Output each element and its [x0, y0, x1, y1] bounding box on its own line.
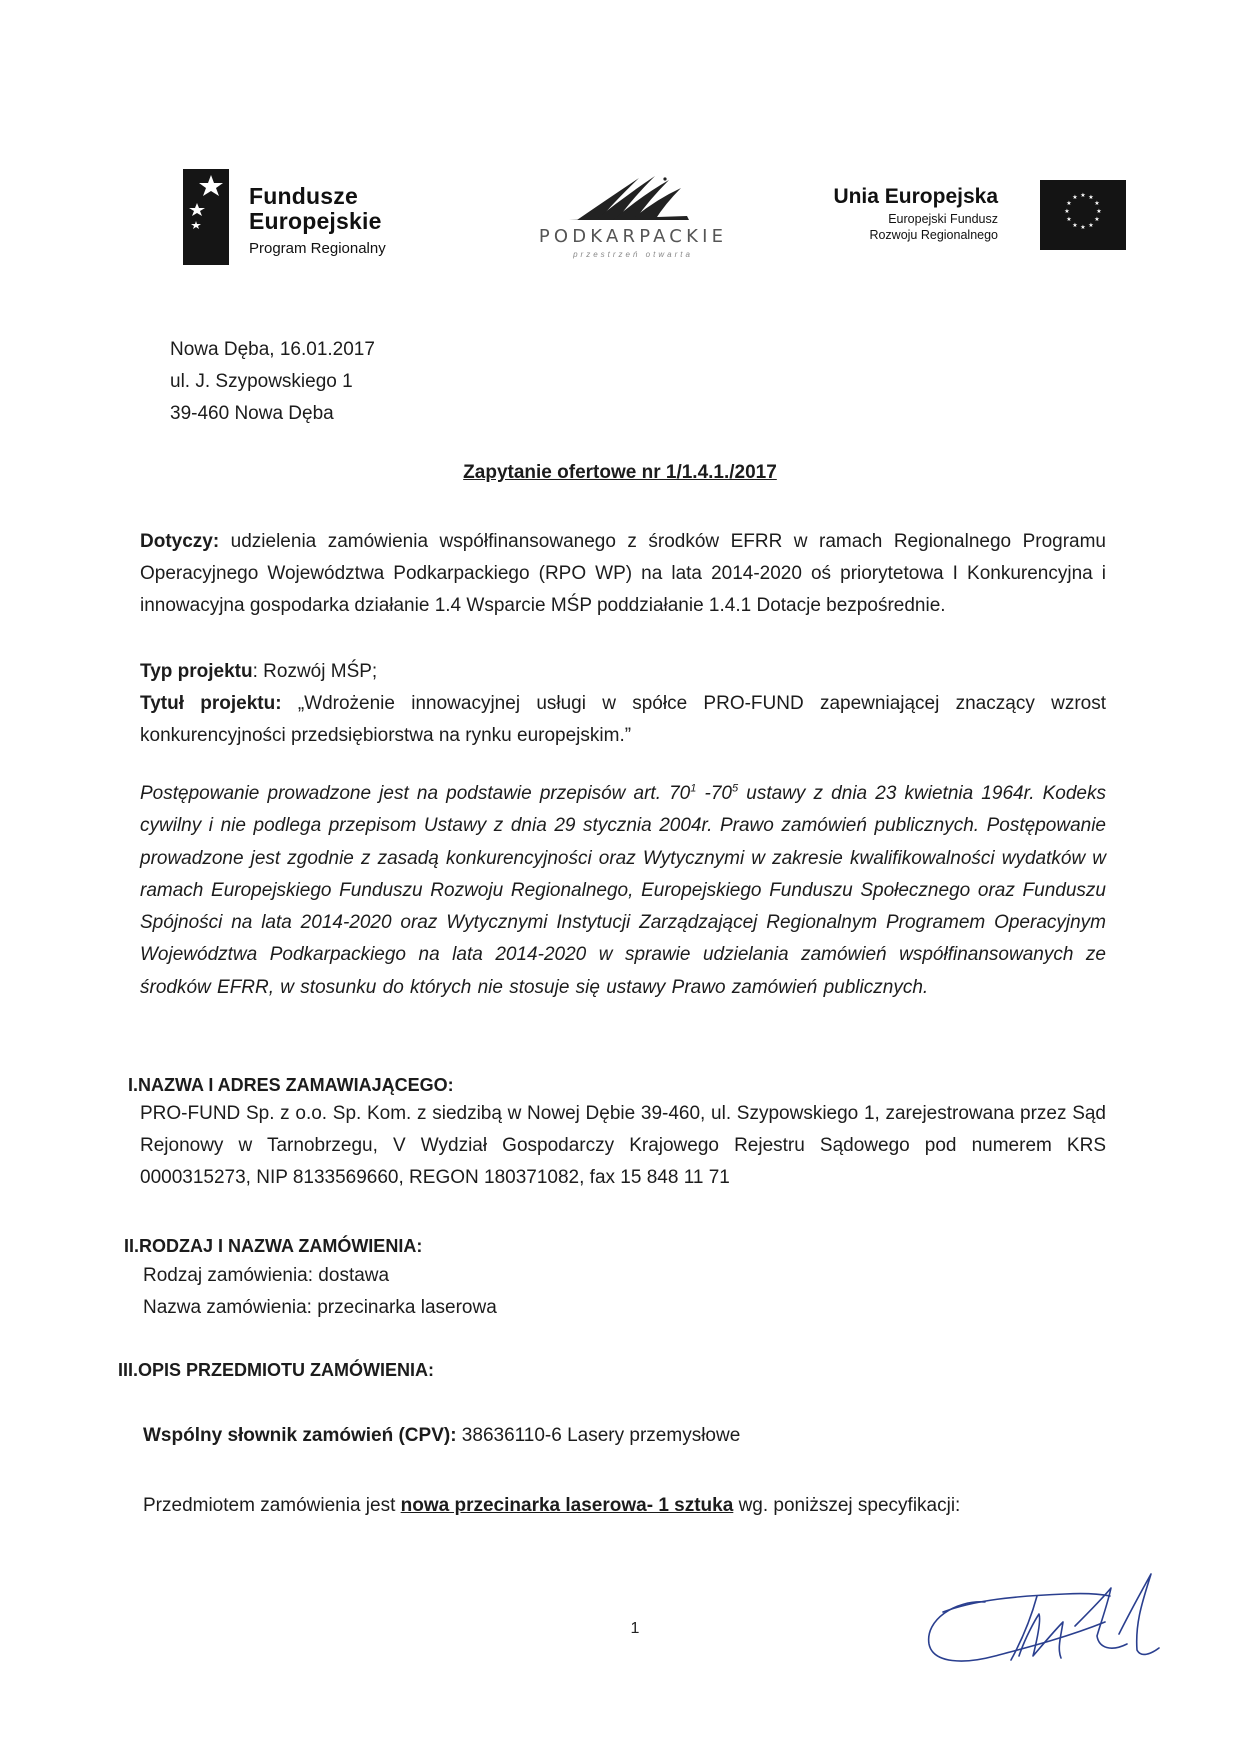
place-date: Nowa Dęba, 16.01.2017 — [170, 339, 375, 360]
eu-flag-icon — [1040, 180, 1126, 250]
svg-text:★: ★ — [1066, 216, 1072, 223]
document-title: Zapytanie ofertowe nr 1/1.4.1./2017 — [463, 462, 777, 483]
legal-sup-1: 1 — [690, 782, 697, 795]
subject-post: wg. poniższej specyfikacji: — [733, 1495, 961, 1516]
svg-text:★: ★ — [1080, 192, 1086, 199]
project-title — [140, 688, 1106, 752]
intro-text: udzielenia zamówienia współfinansowanego z środków EFRR w ramach Regionalnego Programu Operacyjnego Województwa Podkarpackiego (RPO WP) na lata 2014-2020 oś priorytetowa I Konkurencyjna i innowacyjna gospodarka działanie 1.4 Wsparcie MŚP poddziałanie 1.4.1 Dotacje bezpośrednie. — [140, 531, 1106, 616]
project-title-label: Tytuł projektu: — [140, 693, 282, 714]
subject-line — [143, 1490, 960, 1522]
section-2-heading: II.RODZAJ I NAZWA ZAMÓWIENIA: — [124, 1236, 423, 1256]
ue-logo-line2: Europejski Fundusz — [888, 212, 998, 226]
legal-sup-2: 5 — [732, 782, 739, 795]
project-type-label: Typ projektu — [140, 661, 253, 682]
order-type: Rodzaj zamówienia: dostawa — [143, 1265, 390, 1286]
svg-text:★: ★ — [1072, 194, 1078, 201]
podkarpackie-logo — [533, 176, 733, 266]
section-1-heading: I.NAZWA I ADRES ZAMAWIAJĄCEGO: — [128, 1075, 454, 1095]
section-1-body: PRO-FUND Sp. z o.o. Sp. Kom. z siedzibą w Nowej Dębie 39-460, ul. Szypowskiego 1, zarejestrowana przez Sąd Rejonowy w Tarnobrzegu, V Wydział Gospodarczy Krajowego Rejestru Sądowego pod numerem KRS 0000315273, NIP 8133569660, REGON 180371082, fax 15 848 11 71 — [140, 1103, 1106, 1188]
legal-text-2: -70 — [696, 783, 732, 804]
cpv-line — [143, 1420, 740, 1452]
fundusze-logo-line2: Europejskie — [249, 208, 382, 234]
svg-text:★: ★ — [1088, 222, 1094, 229]
handwritten-signature — [915, 1560, 1175, 1680]
svg-text:★: ★ — [1072, 222, 1078, 229]
section-3-heading: III.OPIS PRZEDMIOTU ZAMÓWIENIA: — [118, 1360, 434, 1380]
city-address: 39-460 Nowa Dęba — [170, 403, 334, 424]
fundusze-logo-line3: Program Regionalny — [249, 240, 386, 257]
cpv-label: Wspólny słownik zamówień (CPV): — [143, 1425, 457, 1446]
svg-text:★: ★ — [1088, 194, 1094, 201]
ue-logo-line1: Unia Europejska — [833, 185, 998, 208]
intro-paragraph — [140, 526, 1106, 622]
podkarpackie-name: PODKARPACKIE — [538, 226, 728, 247]
subject-pre: Przedmiotem zamówienia jest — [143, 1495, 401, 1516]
legal-text-3: ustawy z dnia 23 kwietnia 1964r. Kodeks cywilny i nie podlega przepisom Ustawy z dnia 29 stycznia 2004r. Prawo zamówień publicznych. Postępowanie prowadzone jest zgodnie z zasadą konkurencyjności oraz Wytycznymi w zakresie kwalifikowalności wydatków w ramach Europejskiego Funduszu Rozwoju Regionalnego, Europejskiego Funduszu Społecznego oraz Funduszu Spójności na lata 2014-2020 oraz Wytycznymi Instytucji Zarządzającej Regionalnym Programem Operacyjnym Województwa Podkarpackiego na lata 2014-2020 w sprawie udzielania zamówień współfinansowanych ze środków EFRR, w stosunku do których nie stosuje się ustawy Prawo zamówień publicznych. — [140, 783, 1106, 998]
ue-logo-line3: Rozwoju Regionalnego — [869, 227, 998, 242]
svg-text:★: ★ — [1094, 200, 1100, 207]
project-title-value: „Wdrożenie innowacyjnej usługi w spółce PRO-FUND zapewniającej znaczący wzrost konkurencyjności przedsiębiorstwa na rynku europejskim.” — [140, 693, 1106, 746]
podkarpackie-tagline: przestrzeń otwarta — [573, 250, 693, 259]
order-name: Nazwa zamówienia: przecinarka laserowa — [143, 1297, 497, 1318]
intro-label: Dotyczy: — [140, 531, 220, 552]
svg-text:★: ★ — [1096, 208, 1102, 215]
project-type — [140, 656, 1106, 688]
section-2-body — [143, 1260, 497, 1324]
svg-text:★: ★ — [1094, 216, 1100, 223]
unia-europejska-logo — [826, 180, 1126, 255]
svg-text:★: ★ — [1064, 208, 1070, 215]
project-type-value: : Rozwój MŚP; — [252, 661, 378, 682]
subject-highlight: nowa przecinarka laserowa- 1 sztuka — [400, 1495, 734, 1516]
fundusze-europejskie-logo — [183, 166, 423, 266]
svg-text:★: ★ — [1066, 200, 1072, 207]
fundusze-logo-line1: Fundusze — [249, 183, 358, 209]
legal-text-1: Postępowanie prowadzone jest na podstawie przepisów art. 70 — [140, 783, 691, 804]
street-address: ul. J. Szypowskiego 1 — [170, 371, 353, 392]
svg-text:★: ★ — [1080, 224, 1086, 231]
legal-basis-paragraph — [140, 778, 1106, 1004]
page-number: 1 — [630, 1620, 640, 1637]
podkarpackie-mark-icon — [569, 176, 689, 222]
cpv-value: 38636110-6 Lasery przemysłowe — [456, 1425, 741, 1446]
fundusze-flag-icon — [183, 169, 229, 265]
sender-address — [170, 334, 375, 430]
